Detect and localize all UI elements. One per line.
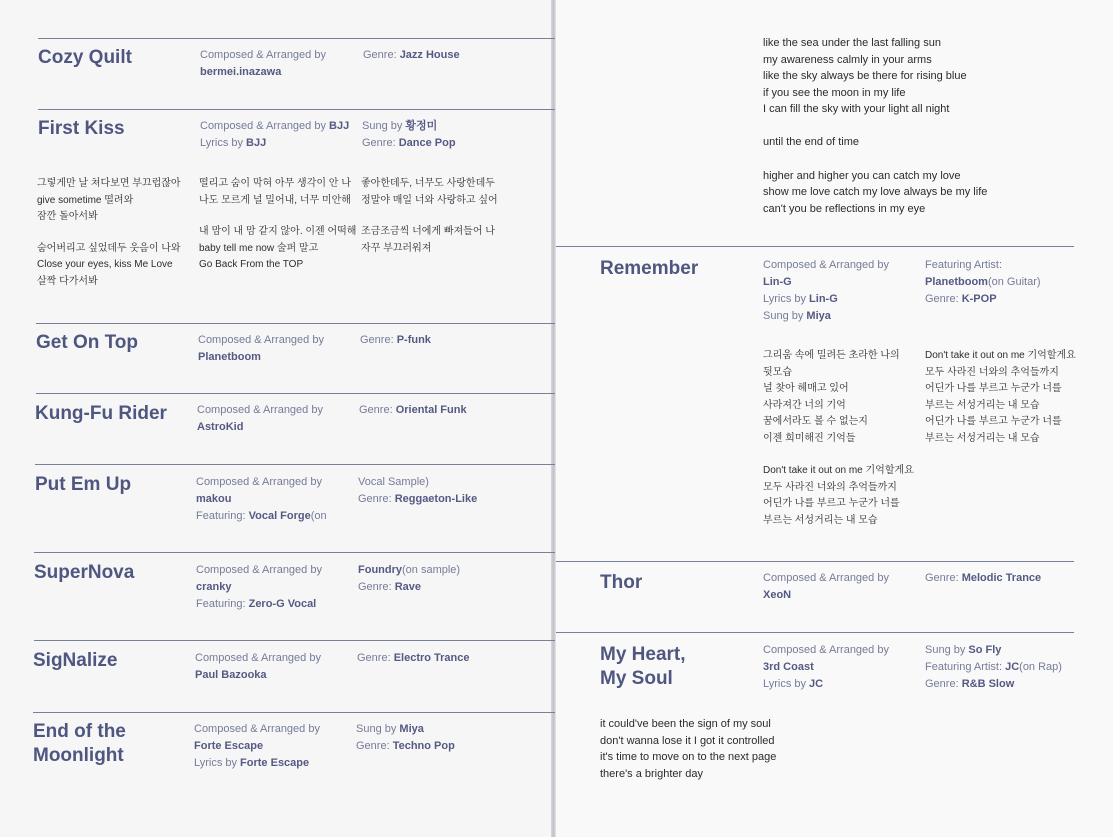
lyric-line: 꿈에서라도 볼 수 없는지: [763, 416, 868, 427]
genre-column-line: [356, 721, 455, 738]
credit-value: AstroKid: [197, 421, 244, 433]
credit-label: Lyrics by: [200, 137, 247, 149]
credit-label: Genre:: [359, 404, 396, 416]
lyric-line: 그리움 속에 밀려든 초라한 나의: [763, 350, 900, 361]
credits-column-line: [194, 738, 320, 755]
track-title: [600, 571, 642, 595]
lyric-line: 모두 사라진 너와의 추억들까지: [763, 481, 897, 493]
genre-column-line: [363, 47, 460, 64]
track-title: [33, 649, 117, 673]
lyric-stanza: [763, 168, 987, 218]
credits-column-line: [197, 402, 323, 419]
lyric-line: can't you be reflections in my eye: [763, 202, 926, 215]
genre-column-line: [362, 118, 456, 135]
lyric-stanza: [600, 716, 776, 782]
genre-column: [925, 570, 1041, 587]
credit-label: Genre:: [357, 652, 394, 664]
lyric-line: if you see the moon in my life: [763, 86, 906, 99]
lyric-stanza: [763, 134, 987, 151]
section-divider: [556, 246, 1074, 247]
genre-column-line: [925, 291, 1041, 308]
credit-label: Composed & Arranged by: [197, 404, 323, 416]
track-title: [38, 117, 125, 141]
track-title-line: Get On Top: [36, 332, 139, 353]
genre-column: [357, 650, 470, 667]
genre-column-line: [925, 642, 1062, 659]
credit-value: Planetboom: [198, 351, 261, 363]
credits-column-line: [197, 419, 323, 436]
credits-column-line: [763, 570, 889, 587]
credit-label: Sung by: [925, 644, 969, 656]
credit-value: Miya: [806, 310, 831, 322]
first-kiss-lyrics-col-3: [361, 176, 498, 272]
lyric-line: Close your eyes, kiss Me Love: [37, 259, 173, 270]
credit-label: Composed & Arranged by: [200, 120, 330, 132]
track-title-line: End of the: [33, 721, 126, 742]
lyric-line: 그렇게만 날 쳐다보면 부끄럽잖아: [37, 178, 181, 189]
credit-value: Jazz House: [399, 49, 460, 61]
credit-value: K-POP: [961, 293, 997, 305]
lyric-line: until the end of time: [763, 136, 860, 149]
credit-label: Featuring Artist:: [925, 661, 1006, 673]
section-divider: [38, 38, 555, 39]
end-of-moonlight-lyrics: [763, 35, 987, 234]
track-title: [35, 473, 131, 497]
lyric-line: 떨리고 숨이 막혀 아무 생각이 안 나: [199, 178, 351, 189]
lyric-line: Don't take it out on me 기억할게요: [763, 465, 914, 476]
credit-label: Featuring:: [196, 598, 249, 610]
section-divider: [35, 464, 555, 465]
credits-column: [200, 118, 349, 152]
lyric-line: 나도 모르게 널 밀어내, 너무 미안해: [199, 194, 351, 206]
genre-column-line: [356, 738, 455, 755]
credit-label: Composed & Arranged by: [200, 49, 326, 61]
credits-column: [763, 642, 889, 693]
section-divider: [34, 552, 555, 553]
lyric-line: 모두 사라진 너와의 추억들까지: [925, 366, 1059, 378]
credit-value: JC: [809, 678, 824, 690]
credits-column: [196, 562, 322, 613]
credit-value: Paul Bazooka: [195, 669, 267, 681]
lyric-line: 숨어버리고 싶었데두 웃음이 나와: [37, 242, 181, 254]
section-divider: [36, 393, 555, 394]
credits-column-line: [194, 721, 320, 738]
lyric-stanza: [925, 348, 1076, 447]
lyric-line: 부르는 서성거리는 내 모습: [925, 432, 1040, 444]
genre-column-line: [360, 332, 431, 349]
credits-column-line: [200, 118, 349, 135]
credit-label: Genre:: [925, 678, 962, 690]
credits-column-line: [196, 474, 327, 491]
track-title: [34, 561, 134, 585]
genre-column: [362, 118, 456, 152]
credit-value: So Fly: [968, 644, 1002, 656]
section-divider: [34, 640, 555, 641]
credit-value: XeoN: [763, 589, 792, 601]
credits-column-line: [198, 349, 324, 366]
lyric-line: higher and higher you can catch my love: [763, 169, 961, 182]
lyric-stanza: [199, 224, 356, 274]
credits-column: [196, 474, 327, 525]
track-title-line: Thor: [600, 572, 643, 593]
credit-value: Lin-G: [763, 276, 792, 288]
track-title: [600, 643, 686, 691]
genre-column: [360, 332, 431, 349]
credits-column: [763, 570, 889, 604]
credits-column-line: [763, 587, 889, 604]
lyric-line: 조금조금씩 너에게 빠져들어 나: [361, 226, 495, 237]
lyric-stanza: [199, 176, 356, 209]
credit-label: Sung by: [356, 723, 400, 735]
lyric-line: 좋아한데두, 너무도 사랑한데두: [361, 178, 495, 189]
credit-label: Composed & Arranged by: [194, 723, 320, 735]
credit-value: bermei.inazawa: [200, 66, 282, 78]
track-title-line: Kung-Fu Rider: [35, 403, 167, 424]
lyric-line: give sometime 떨려와: [37, 194, 134, 206]
lyric-stanza: [763, 463, 914, 529]
credit-label: Composed & Arranged by: [198, 334, 324, 346]
track-title: [38, 46, 132, 70]
section-divider: [556, 561, 1074, 562]
lyric-line: my awareness calmly in your arms: [763, 53, 932, 66]
credit-label: Featuring:: [196, 510, 249, 522]
credit-label: Composed & Arranged by: [763, 644, 889, 656]
credits-column-line: [200, 47, 326, 64]
credit-note: (on: [310, 510, 327, 522]
genre-column: [925, 642, 1062, 693]
credit-label: Genre:: [362, 137, 399, 149]
credit-value: JC: [1005, 661, 1020, 673]
credit-value: Forte Escape: [240, 757, 310, 769]
credit-label: Composed & Arranged by: [195, 652, 321, 664]
genre-column-line: [358, 491, 477, 508]
credits-column-line: [195, 650, 321, 667]
lyric-line: Don't take it out on me 기억할게요: [925, 350, 1076, 361]
lyric-line: 어딘가 나를 부르고 누군가 너를: [925, 383, 1062, 394]
genre-column-line: [362, 135, 456, 152]
lyric-line: it's time to move on to the next page: [600, 751, 777, 764]
credit-value: Lin-G: [809, 293, 838, 305]
genre-column-line: [359, 402, 467, 419]
lyric-line: don't wanna lose it I got it controlled: [600, 734, 775, 747]
credits-column-line: [195, 667, 321, 684]
genre-column-line: [358, 579, 460, 596]
lyric-line: 정말야 매일 너와 사랑하고 싶어: [361, 194, 498, 206]
lyric-line: 뒷모습: [763, 366, 792, 378]
lyric-line: 이젠 희미해진 기억들: [763, 432, 856, 444]
credit-value: 황정미: [405, 120, 438, 132]
credits-column: [197, 402, 323, 436]
credit-value: P-funk: [396, 334, 431, 346]
first-kiss-lyrics-col-2: [199, 176, 356, 289]
track-title-line: SuperNova: [34, 562, 135, 583]
remember-lyrics-col-1: [763, 348, 914, 545]
credit-value: Foundry: [358, 564, 402, 576]
track-title-line: Put Em Up: [35, 474, 132, 495]
genre-column-line: [925, 659, 1062, 676]
credits-column-line: [763, 257, 889, 274]
credit-label: Genre:: [363, 49, 400, 61]
lyric-line: 자꾸 부끄러워져: [361, 242, 432, 254]
credits-column-line: [196, 508, 327, 525]
track-title: [35, 402, 167, 426]
credit-value: makou: [196, 493, 232, 505]
credits-column: [198, 332, 324, 366]
credits-column: [195, 650, 321, 684]
lyric-line: show me love catch my love always be my life: [763, 186, 988, 199]
genre-column: [359, 402, 467, 419]
genre-column: [358, 474, 477, 508]
credit-value: BJJ: [246, 137, 267, 149]
genre-column: [358, 562, 460, 596]
lyric-line: 어딘가 나를 부르고 누군가 너를: [925, 416, 1062, 427]
credit-note: (on sample): [402, 564, 461, 576]
credit-label: Composed & Arranged by: [196, 476, 322, 488]
track-title-line: First Kiss: [38, 118, 125, 139]
credit-label: Sung by: [362, 120, 406, 132]
credit-label: Vocal Sample): [358, 476, 429, 488]
credit-value: 3rd Coast: [763, 661, 814, 673]
credit-label: Sung by: [763, 310, 807, 322]
lyric-line: 잠깐 돌아서봐: [37, 211, 98, 222]
lyric-line: it could've been the sign of my soul: [600, 718, 771, 730]
lyric-line: I can fill the sky with your light all night: [763, 103, 950, 116]
credit-value: Miya: [399, 723, 424, 735]
lyric-stanza: [37, 176, 181, 226]
lyric-line: 어딘가 나를 부르고 누군가 너를: [763, 498, 900, 509]
track-title: [36, 331, 138, 355]
credit-label: Lyrics by: [763, 293, 810, 305]
lyric-line: 사라져간 너의 기억: [763, 399, 846, 411]
section-divider: [36, 323, 555, 324]
lyric-line: like the sea under the last falling sun: [763, 37, 941, 49]
lyric-stanza: [763, 35, 987, 118]
genre-column-line: [358, 474, 477, 491]
genre-column: [925, 257, 1041, 308]
track-title-line: SigNalize: [33, 650, 118, 671]
credit-value: Zero-G Vocal: [248, 598, 317, 610]
credit-value: R&B Slow: [961, 678, 1015, 690]
credit-label: Genre:: [360, 334, 397, 346]
lyric-line: there's a brighter day: [600, 767, 703, 780]
credit-label: Genre:: [358, 581, 395, 593]
credits-column-line: [763, 642, 889, 659]
lyric-line: 내 맘이 내 맘 같지 않아. 이젠 어떡해: [199, 226, 357, 237]
section-divider: [33, 712, 555, 713]
track-title-line: Remember: [600, 258, 699, 279]
track-title-line: Moonlight: [33, 745, 124, 766]
credit-value: BJJ: [329, 120, 350, 132]
track-title: [600, 257, 698, 281]
track-title: [33, 720, 126, 768]
genre-column: [356, 721, 455, 755]
credits-column-line: [763, 676, 889, 693]
credit-label: Composed & Arranged by: [763, 259, 889, 271]
credit-value: Rave: [394, 581, 421, 593]
credit-label: Composed & Arranged by: [196, 564, 322, 576]
track-title-line: Cozy Quilt: [38, 47, 132, 68]
genre-column-line: [925, 570, 1041, 587]
credits-column-line: [196, 491, 327, 508]
credits-column-line: [196, 579, 322, 596]
section-divider: [556, 632, 1074, 633]
credits-column-line: [200, 64, 326, 81]
lyric-line: 널 찾아 헤매고 있어: [763, 383, 849, 394]
credit-value: Electro Trance: [393, 652, 470, 664]
track-title-line: My Heart,: [600, 644, 686, 665]
credit-value: Planetboom: [925, 276, 988, 288]
credits-column-line: [763, 308, 889, 325]
credit-value: Dance Pop: [398, 137, 456, 149]
remember-lyrics-col-2: [925, 348, 1076, 463]
lyric-stanza: [37, 241, 181, 291]
genre-column: [363, 47, 460, 64]
credit-value: Vocal Forge: [248, 510, 311, 522]
lyric-stanza: [763, 348, 914, 447]
credit-label: Genre:: [358, 493, 395, 505]
credits-column-line: [198, 332, 324, 349]
credit-label: Featuring Artist:: [925, 259, 1003, 271]
genre-column-line: [357, 650, 470, 667]
lyric-line: 부르는 서성거리는 내 모습: [925, 399, 1040, 411]
credits-column-line: [196, 596, 322, 613]
credit-note: (on Rap): [1019, 661, 1062, 673]
credit-note: (on Guitar): [987, 276, 1041, 288]
lyric-line: 살짝 다가서봐: [37, 275, 98, 287]
credit-value: cranky: [196, 581, 232, 593]
lyric-line: 부르는 서성거리는 내 모습: [763, 514, 878, 526]
section-divider: [38, 109, 555, 110]
credit-label: Composed & Arranged by: [763, 572, 889, 584]
lyric-stanza: [361, 176, 498, 209]
lyric-line: baby tell me now 술퍼 말고: [199, 242, 319, 254]
credit-value: Techno Pop: [392, 740, 455, 752]
credits-column-line: [200, 135, 349, 152]
credits-column-line: [196, 562, 322, 579]
first-kiss-lyrics-col-1: [37, 176, 181, 305]
credits-column-line: [763, 659, 889, 676]
lyric-stanza: [361, 224, 498, 257]
credits-column-line: [763, 274, 889, 291]
credits-column-line: [763, 291, 889, 308]
credit-label: Lyrics by: [763, 678, 810, 690]
lyric-line: like the sky always be there for rising blue: [763, 70, 967, 83]
genre-column-line: [925, 274, 1041, 291]
credits-column: [200, 47, 326, 81]
genre-column-line: [358, 562, 460, 579]
lyric-line: Go Back From the TOP: [199, 259, 304, 270]
credit-label: Lyrics by: [194, 757, 241, 769]
credit-value: Melodic Trance: [961, 572, 1042, 584]
credits-column: [763, 257, 889, 325]
credits-column: [194, 721, 320, 772]
credit-value: Oriental Funk: [395, 404, 467, 416]
genre-column-line: [925, 676, 1062, 693]
credits-column-line: [194, 755, 320, 772]
credit-label: Genre:: [925, 293, 962, 305]
my-heart-lyrics: [600, 716, 776, 782]
credit-label: Genre:: [925, 572, 962, 584]
credit-value: Reggaeton-Like: [394, 493, 478, 505]
track-title-line: My Soul: [600, 668, 673, 689]
credit-label: Genre:: [356, 740, 393, 752]
genre-column-line: [925, 257, 1041, 274]
credit-value: Forte Escape: [194, 740, 264, 752]
